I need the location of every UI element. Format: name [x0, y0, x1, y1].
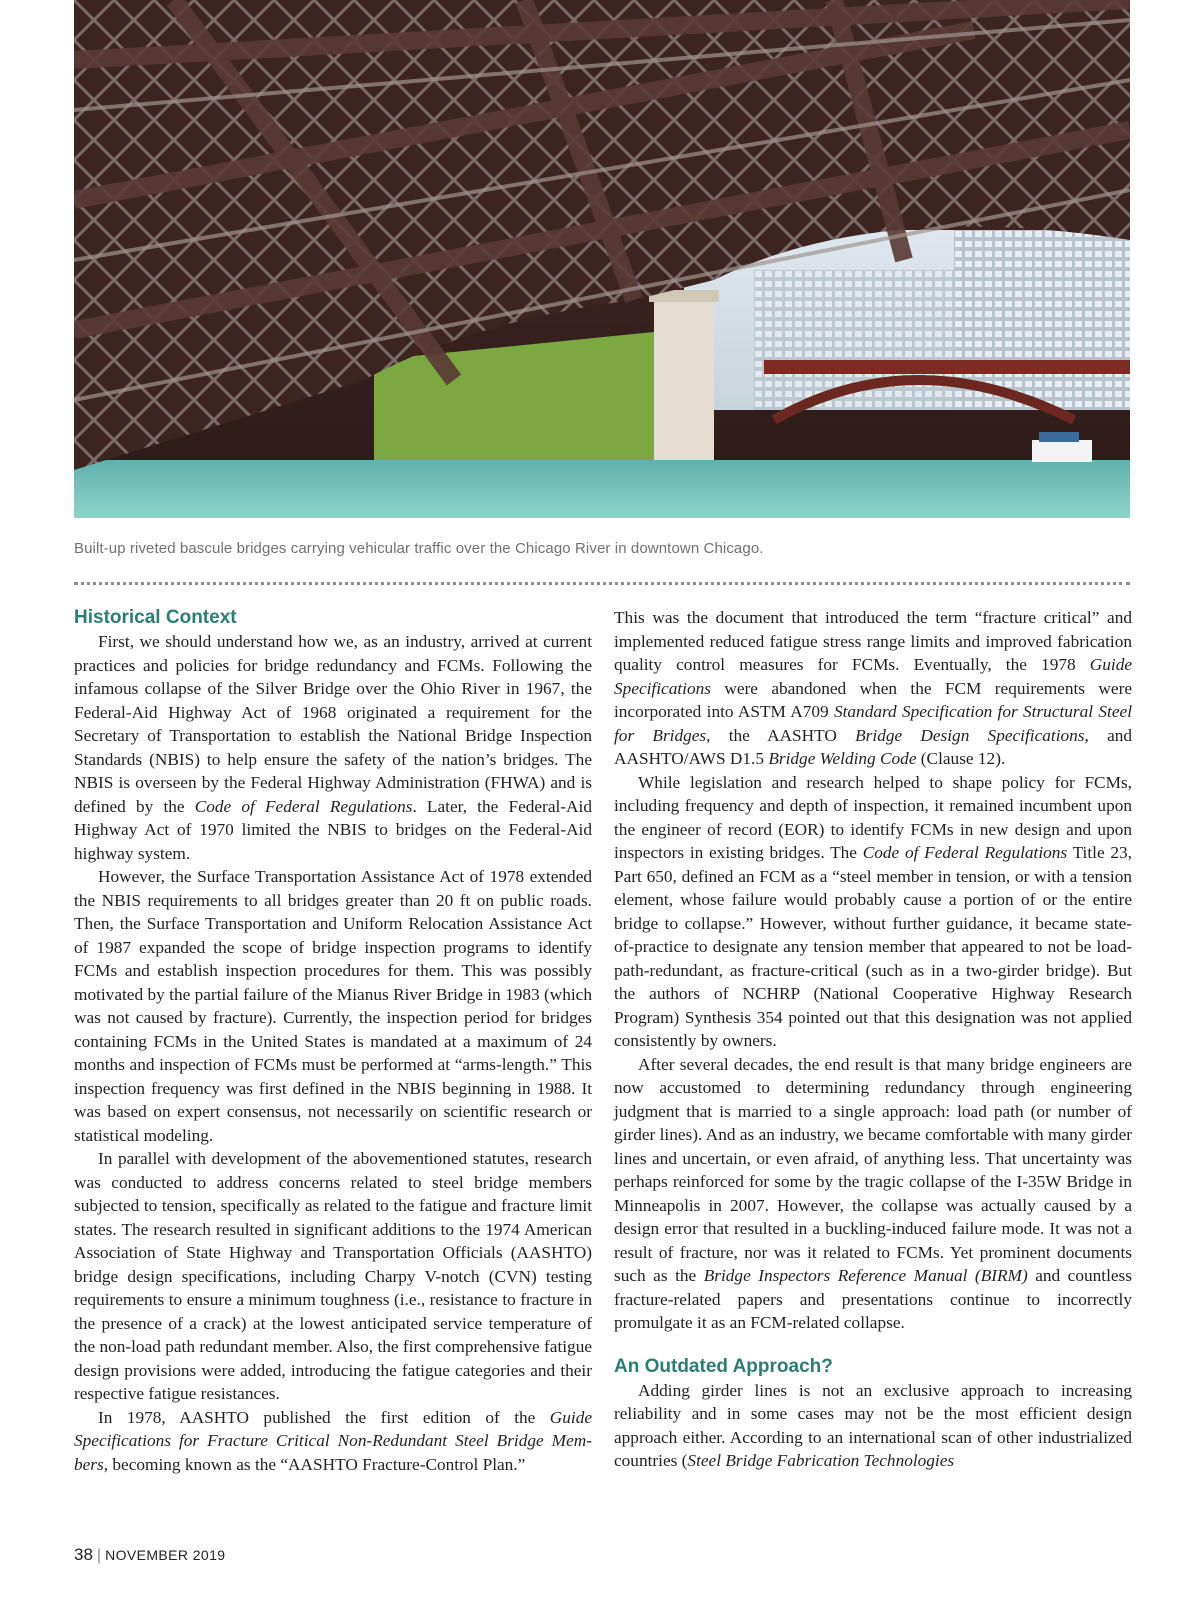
italic-title: Standard Specification for Structural Steel for Bridges	[614, 702, 1132, 745]
issue-date: NOVEMBER 2019	[105, 1547, 226, 1563]
section-heading-outdated-approach: An Outdated Approach?	[614, 1355, 833, 1377]
italic-title: Bridge Welding Code	[768, 749, 917, 768]
italic-title: Code of Federal Regulations	[862, 843, 1068, 862]
photo-caption: Built-up riveted bascule bridges carrying vehicular traffic over the Chicago River in downtown Chicago.	[74, 540, 764, 557]
paragraph-text: First, we should understand how we, as an industry, arrived at current practices and policies for bridge redundancy and FCMs. Following the infamous collapse of the Silver Bridge over the Ohio River in 1967, the Federal-Aid Highway Act of 1968 originated a requirement for the Secretary of Transportation to establish the National Bridge Inspection Standards (NBIS) to help ensure the safety of the nation’s bridges. The NBIS is overseen by the Federal Highway Administration (FHWA) and is defined by the	[74, 632, 592, 816]
paragraph-text: , the AASHTO	[706, 725, 856, 745]
paragraph-text: After several decades, the end result is that many bridge engineers are now accustomed to determining redundancy through engineering judgment that is married to a single approach: load path (or number of girder lines). And as an industry, we became comfortable with many girder lines and uncertain, or even afraid, of anything less. That uncertainty was perhaps reinforced for some by the tragic collapse of the I-35W Bridge in Minneapolis in 2007. However, the collapse was actually caused by a design error that resulted in a buckling-induced failure mode. It was not a result of fracture, nor was it related to FCMs. Yet prominent documents such as the	[614, 1054, 1132, 1285]
paragraph-text: Title 23, Part 650, defined an FCM as a “steel member in tension, or with a tension element, whose failure would probably cause a portion of or the entire bridge to collapse.” However, without further guidance, it became state-of-practice to designate any tension member that appeared to not be load-path-redundant, as fracture-critical (such as in a two-girder bridge). But the authors of NCHRP (National Cooperative Highway Research Program) Synthesis 354 pointed out that this designation was not applied consistently by owners.	[614, 843, 1132, 1050]
bridge-photo	[74, 0, 1130, 518]
italic-title: Steel Bridge Fabrication Technologies	[687, 1451, 955, 1470]
paragraph: In parallel with development of the abovementioned statutes, research was conducted to address concerns related to steel bridge members subjected to tension, specifically as related to the fatigue and fracture limit states. The research resulted in significant additions to the 1974 American Association of State Highway and Transportation Officials (AASHTO) bridge design specifications, including Charpy V-notch (CVN) testing requirements to ensure a minimum toughness (i.e., resistance to fracture in the presence of a crack) at the lowest anticipated service temperature of the non-load path redundant member. Also, the first comprehensive fatigue design provisions were added, introducing the fatigue categories and their respective fatigue resistances.	[74, 1149, 592, 1403]
paragraph-text: and countless fracture-related papers and presentations continue to incorrectly promulgate it as an FCM-related collapse.	[614, 1266, 1132, 1332]
paragraph-text: , becoming known as the “AASHTO Fracture-Control Plan.”	[103, 1454, 526, 1474]
paragraph	[74, 630, 592, 865]
section-divider	[74, 582, 1130, 585]
bridge-photo-icon	[74, 0, 1130, 518]
paragraph	[614, 606, 1132, 771]
page-footer	[74, 1545, 225, 1565]
paragraph-text: were abandoned when the FCM requirements were incorporated into ASTM A709	[614, 678, 1132, 721]
paragraph	[614, 1379, 1132, 1473]
paragraph: However, the Surface Transportation Assistance Act of 1978 extended the NBIS requirements to all bridges greater than 20 ft on public roads. Then, the Surface Transportation and Uniform Relocation Assistance Act of 1987 expanded the scope of bridge inspection programs to identify FCMs and establish inspection procedures for them. This was possibly motivated by the partial failure of the Mianus River Bridge in 1983 (which was not caused by fracture). Currently, the inspection period for bridges containing FCMs in the United States is mandated at a maximum of 24 months and inspection of FCMs must be performed at “arms-length.” This inspection frequency was first defined in the NBIS beginning in 1988. It was based on expert consensus, not necessarily on scientific research or statistical modeling.	[74, 867, 592, 1145]
italic-title: Guide Specifications for Fracture Critical Non-Redundant Steel Bridge Members	[74, 1407, 592, 1474]
paragraph-text: This was the document that introduced the term “fracture critical” and implemented reduced fatigue stress range limits and improved fabrication quality control measures for FCMs. Eventually, the 1978	[614, 608, 1132, 674]
italic-title: Guide Specifications	[614, 655, 1132, 698]
paragraph-text: . Later, the Federal-Aid Highway Act of 1970 limited the NBIS to bridges on the Federal-Aid highway system.	[74, 796, 592, 863]
page-number: 38	[74, 1545, 93, 1564]
footer-separator: |	[96, 1547, 102, 1564]
section-heading-historical-context: Historical Context	[74, 607, 237, 628]
paragraph-text: (Clause 12).	[916, 749, 1006, 768]
right-column	[614, 606, 1132, 1473]
paragraph-text: While legislation and research helped to shape policy for FCMs, including frequency and depth of inspection, it remained incumbent upon the engineer of record (EOR) to identify FCMs in new design and upon inspectors in existing bridges. The	[614, 772, 1132, 862]
paragraph	[614, 771, 1132, 1053]
paragraph	[614, 1053, 1132, 1335]
italic-title: Bridge Design Specifications	[855, 725, 1085, 745]
paragraph-text: , and AASHTO/AWS D1.5	[614, 725, 1133, 768]
paragraph-text: Adding girder lines is not an exclusive approach to increasing reliability and in some cases may not be the most efficient design approach either. According to an international scan of other industrialized countries (	[614, 1380, 1132, 1470]
italic-title: Bridge Inspectors Reference Manual (BIRM)	[703, 1266, 1028, 1285]
paragraph-text: In 1978, AASHTO published the first edition of the	[98, 1407, 550, 1427]
paragraph	[74, 1406, 592, 1477]
italic-title: Code of Federal Regulations	[194, 796, 413, 816]
left-column	[74, 606, 592, 1476]
